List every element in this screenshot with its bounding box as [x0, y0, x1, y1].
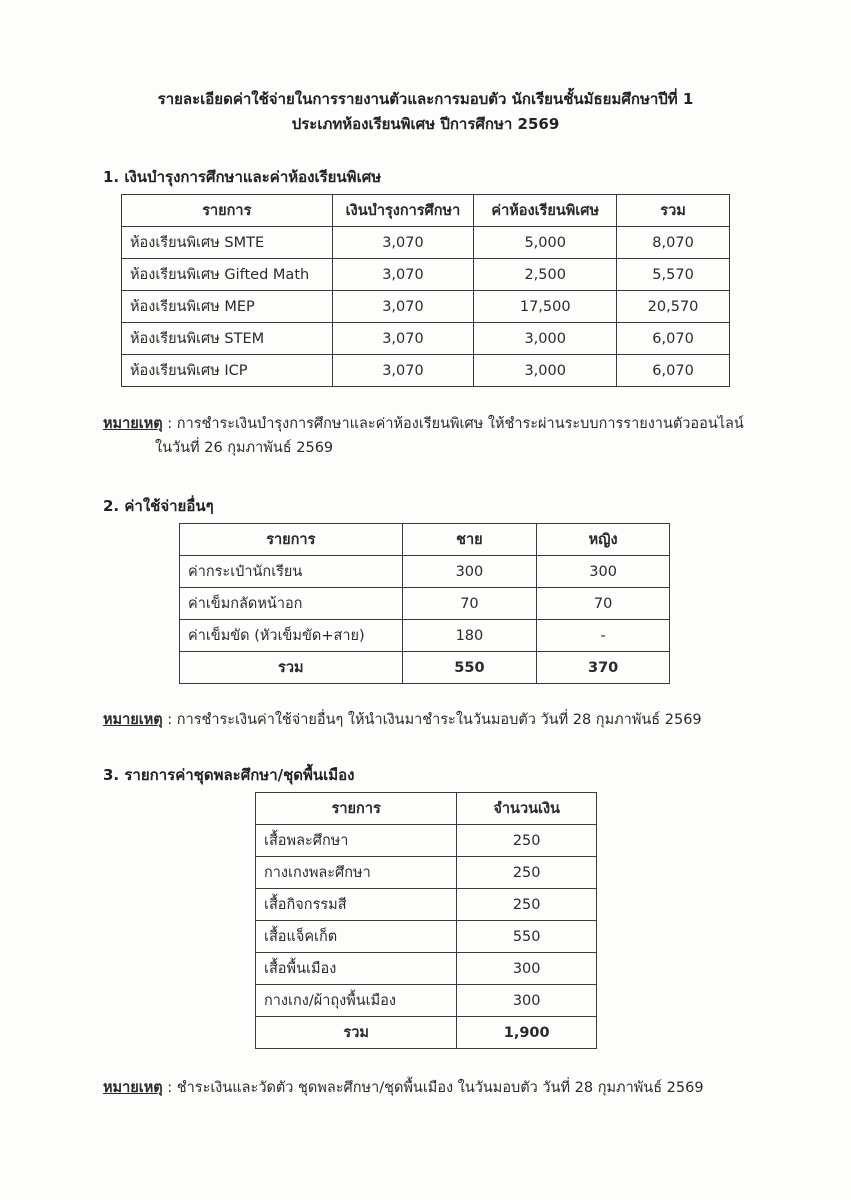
column-header: รายการ	[256, 793, 457, 825]
cell-item: เสื้อพื้นเมือง	[256, 953, 457, 985]
cell-maintenance: 3,070	[332, 291, 474, 323]
cell-special: 2,500	[474, 259, 617, 291]
section2-table	[179, 523, 670, 684]
cell-item: ห้องเรียนพิเศษ Gifted Math	[122, 259, 333, 291]
table-row	[122, 323, 730, 355]
cell-amount: 250	[457, 857, 597, 889]
note-text: : การชำระเงินค่าใช้จ่ายอื่นๆ ให้นำเงินมาชำระในวันมอบตัว วันที่ 28 กุมภาพันธ์ 2569	[162, 712, 702, 728]
table-row	[256, 921, 597, 953]
cell-total: 6,070	[617, 355, 730, 387]
column-header: เงินบำรุงการศึกษา	[332, 195, 474, 227]
cell-maintenance: 3,070	[332, 355, 474, 387]
note-text: : ชำระเงินและวัดตัว ชุดพละศึกษา/ชุดพื้นเมือง ในวันมอบตัว วันที่ 28 กุมภาพันธ์ 2569	[162, 1080, 704, 1096]
cell-item: ค่ากระเป๋านักเรียน	[180, 556, 403, 588]
note-label: หมายเหตุ	[103, 416, 163, 432]
cell-special: 5,000	[474, 227, 617, 259]
note-text-line2: ในวันที่ 26 กุมภาพันธ์ 2569	[155, 440, 334, 456]
cell-total: 8,070	[617, 227, 730, 259]
column-header: ชาย	[402, 524, 537, 556]
cell-item: กางเกง/ผ้าถุงพื้นเมือง	[256, 985, 457, 1017]
cell-maintenance: 3,070	[332, 227, 474, 259]
column-header: จำนวนเงิน	[457, 793, 597, 825]
note-text: : การชำระเงินบำรุงการศึกษาและค่าห้องเรียนพิเศษ ให้ชำระผ่านระบบการรายงานตัวออนไลน์	[162, 416, 744, 432]
section1-note	[103, 412, 744, 460]
section2-heading: 2. ค่าใช้จ่ายอื่นๆ	[103, 497, 214, 515]
table-row	[256, 953, 597, 985]
cell-item: ห้องเรียนพิเศษ ICP	[122, 355, 333, 387]
table-row	[256, 857, 597, 889]
section3-heading: 3. รายการค่าชุดพละศึกษา/ชุดพื้นเมือง	[103, 766, 355, 784]
cell-item: กางเกงพละศึกษา	[256, 857, 457, 889]
cell-total-label: รวม	[180, 652, 403, 684]
column-header: รายการ	[180, 524, 403, 556]
cell-total: 6,070	[617, 323, 730, 355]
note-label: หมายเหตุ	[103, 712, 163, 728]
cell-maintenance: 3,070	[332, 323, 474, 355]
table-header-row	[256, 793, 597, 825]
table-row	[180, 556, 670, 588]
cell-amount: 300	[457, 985, 597, 1017]
note-label: หมายเหตุ	[103, 1080, 163, 1096]
table-row	[256, 825, 597, 857]
section1-heading: 1. เงินบำรุงการศึกษาและค่าห้องเรียนพิเศษ	[103, 168, 382, 186]
section3-note	[103, 1076, 704, 1100]
cell-item: เสื้อพละศึกษา	[256, 825, 457, 857]
cell-female: 70	[537, 588, 670, 620]
cell-male: 180	[402, 620, 537, 652]
table-row	[122, 291, 730, 323]
cell-maintenance: 3,070	[332, 259, 474, 291]
table-header-row	[180, 524, 670, 556]
table-row	[180, 588, 670, 620]
column-header: รวม	[617, 195, 730, 227]
table-row	[180, 620, 670, 652]
cell-amount: 250	[457, 825, 597, 857]
cell-total: 5,570	[617, 259, 730, 291]
cell-amount: 300	[457, 953, 597, 985]
section1-table	[121, 194, 730, 387]
cell-total-label: รวม	[256, 1017, 457, 1049]
cell-special: 3,000	[474, 323, 617, 355]
column-header: รายการ	[122, 195, 333, 227]
cell-female: -	[537, 620, 670, 652]
cell-item: ค่าเข็มขัด (หัวเข็มขัด+สาย)	[180, 620, 403, 652]
table-header-row	[122, 195, 730, 227]
cell-item: เสื้อแจ็คเก็ต	[256, 921, 457, 953]
table-total-row	[180, 652, 670, 684]
table-row	[256, 985, 597, 1017]
column-header: ค่าห้องเรียนพิเศษ	[474, 195, 617, 227]
cell-item: ห้องเรียนพิเศษ SMTE	[122, 227, 333, 259]
table-row	[122, 227, 730, 259]
section2-note	[103, 708, 702, 732]
cell-special: 3,000	[474, 355, 617, 387]
table-total-row	[256, 1017, 597, 1049]
cell-male: 70	[402, 588, 537, 620]
cell-item: เสื้อกิจกรรมสี	[256, 889, 457, 921]
cell-total-male: 550	[402, 652, 537, 684]
document-title-line1: รายละเอียดค่าใช้จ่ายในการรายงานตัวและการมอบตัว นักเรียนชั้นมัธยมศึกษาปีที่ 1	[157, 90, 694, 108]
cell-male: 300	[402, 556, 537, 588]
column-header: หญิง	[537, 524, 670, 556]
cell-total-amount: 1,900	[457, 1017, 597, 1049]
cell-total-female: 370	[537, 652, 670, 684]
cell-item: ห้องเรียนพิเศษ STEM	[122, 323, 333, 355]
cell-item: ห้องเรียนพิเศษ MEP	[122, 291, 333, 323]
cell-female: 300	[537, 556, 670, 588]
section3-table	[255, 792, 597, 1049]
cell-amount: 550	[457, 921, 597, 953]
table-row	[122, 259, 730, 291]
table-row	[122, 355, 730, 387]
cell-total: 20,570	[617, 291, 730, 323]
table-row	[256, 889, 597, 921]
cell-special: 17,500	[474, 291, 617, 323]
cell-item: ค่าเข็มกลัดหน้าอก	[180, 588, 403, 620]
cell-amount: 250	[457, 889, 597, 921]
document-title-line2: ประเภทห้องเรียนพิเศษ ปีการศึกษา 2569	[291, 115, 560, 133]
